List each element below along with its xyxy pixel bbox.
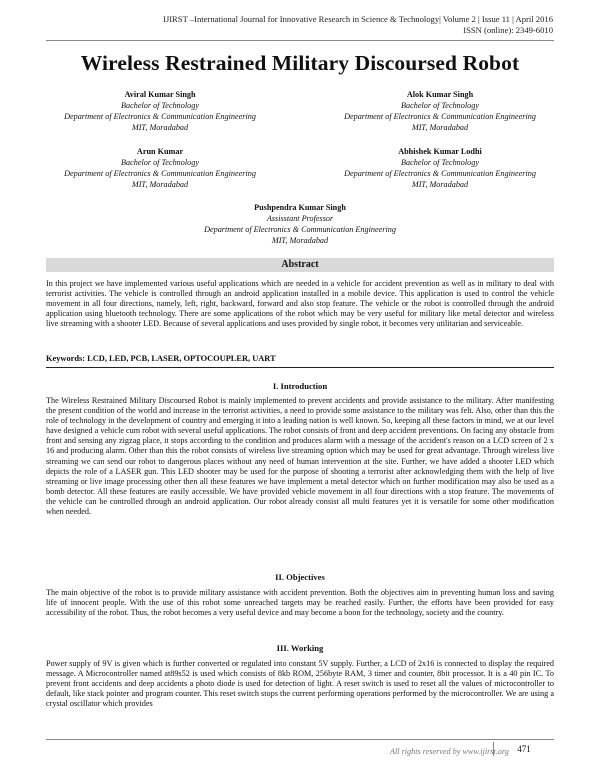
author-dept: Department of Electronics & Communication Engineering: [204, 225, 396, 234]
section-heading-working: III. Working: [276, 643, 324, 653]
section-heading-introduction: I. Introduction: [272, 381, 328, 391]
author-inst: MIT, Moradabad: [131, 123, 189, 132]
journal-header: [163, 14, 553, 36]
abstract-rule: [46, 367, 554, 368]
author-dept: Department of Electronics & Communication Engineering: [344, 112, 536, 121]
author-role: Assisstant Professor: [266, 214, 334, 223]
keywords: Keywords: LCD, LED, PCB, LASER, OPTOCOUPLER, UART: [46, 354, 276, 363]
author-inst: MIT, Moradabad: [411, 123, 469, 132]
author-name: Alok Kumar Singh: [406, 90, 474, 99]
section-heading-objectives: II. Objectives: [275, 572, 325, 582]
footer-rule: [46, 739, 554, 740]
author-name: Aviral Kumar Singh: [124, 90, 196, 99]
header-rule: [46, 40, 554, 41]
author-block-1: [60, 89, 260, 133]
section-text-introduction: The Wireless Restrained Military Discoursed Robot is mainly implemented to prevent accidents and provide assistance to the military. After manifesting the present condition of the world and increase in the terrorist activities, a need to provide some assistance to the military was felt. Also, other than this the role of technology in the development of country and emerging it into a leading nation is well known. So, keeping all these factors in mind, we at our level have designed a vehicle cum robot with several useful applications. The robot consists of front and deep accident preventions. On facing any obstacle from front and sensing any zigzag place, it stops according to the condition and produces alarm with a message of the accident's reason on a LCD screen of 2 x 16 and producing alarm. Other than this the robot consists of wireless live streaming option which may be used for great advantage. Through wireless live streaming we can send our robot to dangerous places without any need of human intervention at the site. Further, we have added a shooter LED which depicts the role of a LASER gun. This LED shooter may be used for the purpose of shooting a terrorist after acknowledging them with the help of live streaming or live image processing other then all these features we have implement a metal detector which on further modification may also be used as a bomb detector. All these features are easily accessible. We have provided vehicle movement in all four directions with a stop feature. The movements of the vehicle can be controlled through an android application. Our robot already consist all multi features yet it is versatile for some other modification when needed.: [46, 396, 554, 517]
author-inst: MIT, Moradabad: [411, 180, 469, 189]
author-dept: Department of Electronics & Communication Engineering: [344, 169, 536, 178]
author-name: Abhishek Kumar Lodhi: [398, 147, 482, 156]
paper-title: Wireless Restrained Military Discoursed Robot: [80, 51, 520, 75]
author-name: Arun Kumar: [136, 147, 184, 156]
author-dept: Department of Electronics & Communication Engineering: [64, 112, 256, 121]
abstract-heading: Abstract: [46, 258, 554, 272]
section-text-objectives: The main objective of the robot is to provide military assistance with accident prevention. Both the objectives aim in preventing human loss and saving life of innocent people. With the use of this robot some unreached targets may be reached easily. Further, the efforts have been provided for easy accessibility of the robot. Thus, the robot becomes a very useful device and may become a boon for the technology, society and the country.: [46, 588, 554, 618]
issn-line: ISSN (online): 2349-6010: [463, 25, 553, 35]
page-number: 471: [493, 742, 554, 756]
author-block-4: [340, 146, 540, 190]
author-role: Bachelor of Technology: [121, 158, 199, 167]
author-role: Bachelor of Technology: [401, 158, 479, 167]
abstract-text: In this project we have implemented various useful applications which are needed in a vehicle for accident prevention as well as in military to deal with terrorist activities. The vehicle is controlled through an android application installed in a mobile device. This application is used to control the vehicle movement in all four directions, namely, left, right, backward, forward and also stop feature. The vehicle or the robot is controlled through the android application using bluetooth technology. There are some applications of the robot which may be very useful for military like metal detector and wireless live streaming with a shooter LED. Because of several applications and uses provided by single robot, it becomes very utilitarian and serviceable.: [46, 279, 554, 329]
author-role: Bachelor of Technology: [121, 101, 199, 110]
journal-line: IJIRST –International Journal for Innovative Research in Science & Technology| Volume 2 | Issue 11 | April 2016: [162, 14, 553, 24]
footer-rights: All rights reserved by www.ijirst.org: [390, 747, 509, 756]
author-name: Pushpendra Kumar Singh: [254, 203, 346, 212]
section-text-working: Power supply of 9V is given which is further converted or regulated into constant 5V supply. Further, a LCD of 2x16 is connected to display the required message. A Microcontroller named at89s52 is used which consists of 8kb ROM, 256byte RAM, 3 timer and counter, 8bit processor. It is a 40 pin IC. To prevent front accidents and deep accidents a photo diode is used for detection of light. A reset switch is used to reset all the values of microcontroller to default, like stack pointer and program counter. This reset switch stops the current performing operations performed by the microcontroller. We are using a crystal oscillator which provides: [46, 659, 554, 709]
author-role: Bachelor of Technology: [401, 101, 479, 110]
author-dept: Department of Electronics & Communication Engineering: [64, 169, 256, 178]
author-inst: MIT, Moradabad: [131, 180, 189, 189]
author-block-2: [340, 89, 540, 133]
author-block-3: [60, 146, 260, 190]
author-inst: MIT, Moradabad: [271, 236, 329, 245]
author-block-5: [200, 202, 400, 246]
